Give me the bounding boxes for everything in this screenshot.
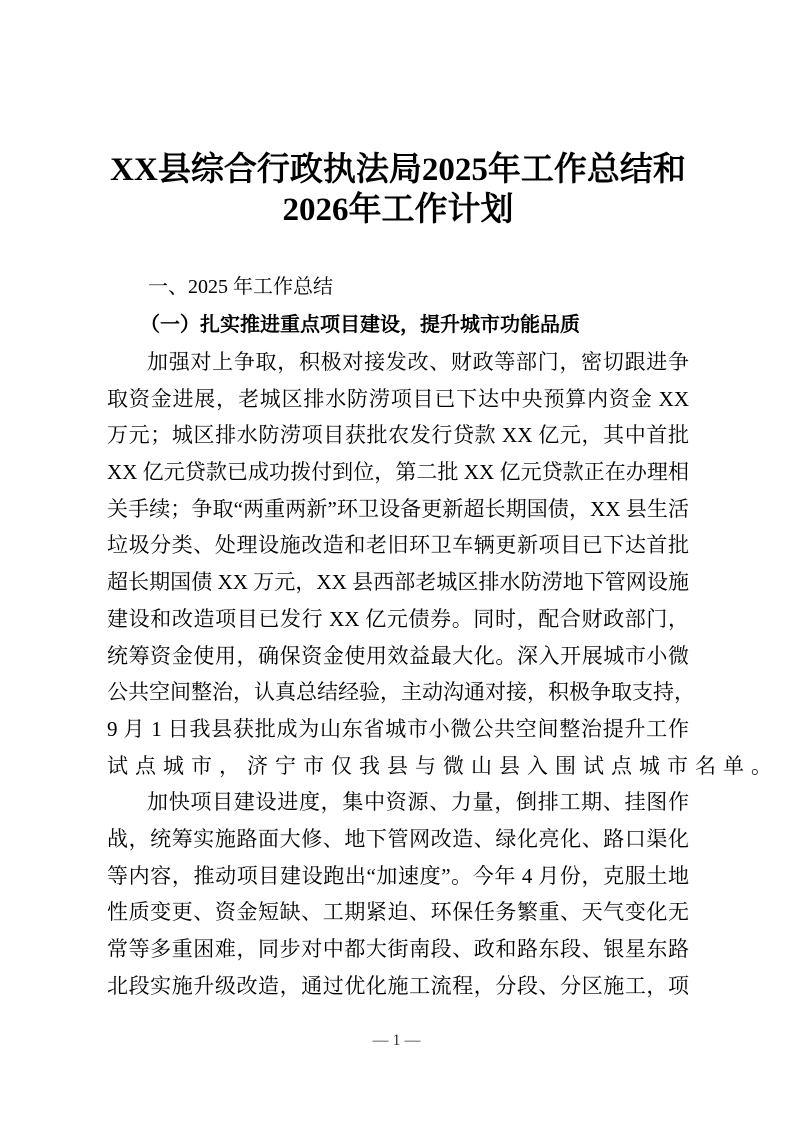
text-line: 关手续；争取“两重两新”环卫设备更新超长期国债，XX 县生活 <box>107 496 689 521</box>
text-line: 公共空间整治，认真总结经验，主动沟通对接，积极争取支持， <box>107 680 695 705</box>
text-line: 战，统筹实施路面大修、地下管网改造、绿化亮化、路口渠化 <box>107 826 689 851</box>
text-line: 等内容，推动项目建设跑出“加速度”。今年 4 月份，克服土地 <box>107 863 689 888</box>
text-line: 9 月 1 日我县获批成为山东省城市小微公共空间整治提升工作 <box>107 716 689 741</box>
text-line: 超长期国债 XX 万元，XX 县西部老城区排水防涝地下管网设施 <box>107 570 689 595</box>
text-line: 统筹资金使用，确保资金使用效益最大化。深入开展城市小微 <box>107 643 689 668</box>
text-line: 加强对上争取，积极对接发改、财政等部门，密切跟进争 <box>147 350 689 374</box>
paragraph-2 <box>107 784 689 1004</box>
text-line: XX 亿元贷款已成功拨付到位，第二批 XX 亿元贷款正在办理相 <box>107 460 689 485</box>
text-line: 加快项目建设进度，集中资源、力量，倒排工期、挂图作 <box>147 790 689 815</box>
document-title-line-1: XX县综合行政执法局2025年工作总结和 <box>110 152 686 188</box>
text-line: 试点城市，济宁市仅我县与微山县入围试点城市名单。 <box>107 753 779 778</box>
document-body <box>107 344 779 1004</box>
text-line: 常等多重困难，同步对中都大街南段、政和路东段、银星东路 <box>107 937 689 961</box>
page-number: — 1 — <box>372 1032 421 1049</box>
subsection-heading: （一）扎实推进重点项目建设，提升城市功能品质 <box>140 314 580 336</box>
text-line: 建设和改造项目已发行 XX 亿元债券。同时，配合财政部门， <box>107 606 689 631</box>
text-line: 垃圾分类、处理设施改造和老旧环卫车辆更新项目已下达首批 <box>107 533 689 558</box>
text-line: 北段实施升级改造，通过优化施工流程，分段、分区施工，项 <box>107 973 689 998</box>
text-line: 万元；城区排水防涝项目获批农发行贷款 XX 亿元，其中首批 <box>107 423 689 448</box>
paragraph-1 <box>107 344 779 784</box>
document-title-line-2: 2026年工作计划 <box>282 192 514 228</box>
text-line: 取资金进展，老城区排水防涝项目已下达中央预算内资金 XX <box>107 386 689 411</box>
section-heading: 一、2025 年工作总结 <box>148 276 333 298</box>
text-line: 性质变更、资金短缺、工期紧迫、环保任务繁重、天气变化无 <box>107 900 689 925</box>
